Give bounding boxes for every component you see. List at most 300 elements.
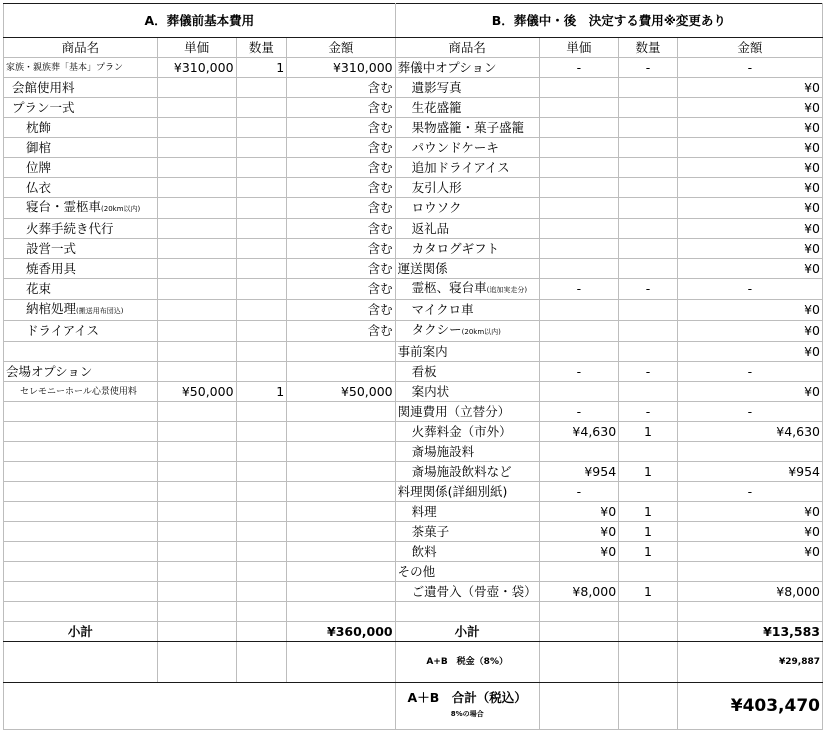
a-empty-amount [287,482,395,502]
a-empty-name [4,562,158,582]
b-item-name: パウンドケーキ [395,138,539,158]
subtotal-row [4,622,823,642]
a-item-qty [236,219,287,239]
a-empty-name [4,502,158,522]
b-item-qty: 1 [619,502,678,522]
b-item-qty: 1 [619,422,678,442]
tax-empty-1 [4,642,158,683]
estimate-table-body [4,4,823,622]
b-item-unit [539,98,619,118]
a-item-name [4,300,158,321]
table-row [4,542,823,562]
table-row [4,382,823,402]
b-item-amount: - [677,279,822,300]
b-item-unit: ¥954 [539,462,619,482]
b-item-name [395,321,539,342]
b-item-amount: ¥0 [677,239,822,259]
b-item-name: マイクロ車 [395,300,539,321]
b-item-name: 友引人形 [395,178,539,198]
a-item-unit [157,259,236,279]
b-item-qty [619,342,678,362]
b-item-name: 返礼品 [395,219,539,239]
a-item-amount: 含む [287,158,395,178]
b-item-name: 茶菓子 [395,522,539,542]
b-item-qty: - [619,279,678,300]
a-empty-name [4,602,158,622]
a-empty-unit [157,542,236,562]
b-item-unit [539,219,619,239]
a-empty-amount [287,462,395,482]
b-item-amount: ¥0 [677,259,822,279]
b-item-qty: 1 [619,582,678,602]
b-item-name [395,279,539,300]
a-item-qty [236,342,287,362]
table-row [4,321,823,342]
a-item-qty [236,259,287,279]
b-item-qty: - [619,58,678,78]
a-item-amount: 含む [287,321,395,342]
a-item-unit [157,98,236,118]
b-item-unit [539,321,619,342]
a-item-amount [287,342,395,362]
a-empty-unit [157,462,236,482]
b-item-name-text: タクシー [411,322,462,337]
b-item-unit [539,300,619,321]
a-item-unit: ¥50,000 [157,382,236,402]
a-empty-unit [157,482,236,502]
a-item-qty: 1 [236,382,287,402]
b-item-qty [619,382,678,402]
b-item-name: ロウソク [395,198,539,219]
a-subtotal-empty-qty [236,622,287,642]
table-row [4,442,823,462]
b-item-amount: ¥0 [677,342,822,362]
b-item-qty [619,158,678,178]
a-item-name: 焼香用具 [4,259,158,279]
a-item-qty [236,118,287,138]
b-item-amount: - [677,362,822,382]
a-item-qty [236,239,287,259]
b-item-unit: ¥0 [539,542,619,562]
a-item-name: ドライアイス [4,321,158,342]
a-empty-unit [157,522,236,542]
b-item-amount: ¥0 [677,78,822,98]
a-empty-amount [287,582,395,602]
a-item-qty [236,178,287,198]
b-item-amount: ¥0 [677,382,822,402]
total-value: ¥403,470 [677,683,822,730]
a-item-unit [157,138,236,158]
b-item-qty: 1 [619,542,678,562]
b-item-qty [619,118,678,138]
a-empty-name [4,402,158,422]
a-item-qty [236,300,287,321]
tax-empty-3 [236,642,287,683]
table-row [4,562,823,582]
b-item-amount: ¥0 [677,138,822,158]
a-item-amount: 含む [287,239,395,259]
b-item-name: 生花盛籠 [395,98,539,118]
a-empty-amount [287,602,395,622]
a-header-qty: 数量 [236,38,287,58]
b-item-unit: ¥4,630 [539,422,619,442]
b-item-unit: - [539,279,619,300]
table-row [4,300,823,321]
b-item-unit [539,382,619,402]
a-item-name: 家族・親族葬「基本」プラン [4,58,158,78]
a-item-name: 御棺 [4,138,158,158]
a-empty-name [4,582,158,602]
a-item-unit [157,78,236,98]
table-row [4,259,823,279]
b-item-name: 運送関係 [395,259,539,279]
table-row [4,58,823,78]
total-sublabel: 8%の場合 [450,710,484,718]
a-empty-unit [157,422,236,442]
a-empty-unit [157,562,236,582]
b-item-qty [619,219,678,239]
b-header-name: 商品名 [395,38,539,58]
a-empty-qty [236,482,287,502]
b-item-amount: ¥4,630 [677,422,822,442]
a-item-unit [157,178,236,198]
a-empty-amount [287,502,395,522]
a-empty-qty [236,522,287,542]
a-item-amount: 含む [287,300,395,321]
b-item-unit [539,78,619,98]
b-item-name: 看板 [395,362,539,382]
a-item-name: 設営一式 [4,239,158,259]
tax-empty-6 [619,642,678,683]
a-empty-qty [236,402,287,422]
b-item-qty [619,482,678,502]
b-item-amount: ¥0 [677,98,822,118]
a-item-name [4,198,158,219]
b-item-unit [539,239,619,259]
total-label: A＋B 合計（税込） [407,690,527,705]
b-item-amount: ¥0 [677,300,822,321]
b-item-amount [677,442,822,462]
a-subtotal-empty-unit [157,622,236,642]
a-item-qty [236,279,287,300]
a-item-qty [236,98,287,118]
a-empty-unit [157,602,236,622]
b-item-qty [619,198,678,219]
b-item-unit [539,342,619,362]
table-row [4,118,823,138]
a-item-name: 花束 [4,279,158,300]
a-item-note: (20km以内) [101,205,141,213]
section-b-title: B．葬儀中・後 決定する費用※変更あり [395,4,822,38]
a-empty-amount [287,422,395,442]
a-empty-amount [287,402,395,422]
a-empty-qty [236,562,287,582]
table-row [4,482,823,502]
table-row [4,422,823,442]
b-item-amount: ¥0 [677,219,822,239]
b-item-amount: - [677,58,822,78]
section-a-title: A．葬儀前基本費用 [4,4,396,38]
a-empty-unit [157,402,236,422]
b-item-qty [619,98,678,118]
table-row [4,462,823,482]
b-item-qty [619,239,678,259]
a-item-name: 枕飾 [4,118,158,138]
a-item-qty [236,158,287,178]
table-row [4,138,823,158]
a-empty-qty [236,542,287,562]
a-header-name: 商品名 [4,38,158,58]
b-item-amount: - [677,402,822,422]
total-empty-left [4,683,396,730]
b-item-unit: ¥0 [539,502,619,522]
a-item-unit [157,362,236,382]
b-header-unit: 単価 [539,38,619,58]
a-empty-amount [287,522,395,542]
b-item-amount: ¥954 [677,462,822,482]
b-item-amount: ¥0 [677,198,822,219]
estimate-table [3,3,823,730]
a-empty-name [4,542,158,562]
b-item-unit: - [539,482,619,502]
b-subtotal-empty-unit [539,622,619,642]
b-item-name: 料理 [395,502,539,522]
b-item-unit [539,138,619,158]
a-item-name-text: 納棺処理 [26,301,77,316]
a-item-amount: 含む [287,219,395,239]
b-item-unit [539,178,619,198]
a-item-amount: 含む [287,279,395,300]
a-item-name: 仏衣 [4,178,158,198]
b-item-name: ご遺骨入（骨壺・袋） [395,582,539,602]
a-empty-qty [236,462,287,482]
b-item-unit [539,562,619,582]
b-item-qty [619,562,678,582]
b-item-qty [619,178,678,198]
b-subtotal-value: ¥13,583 [677,622,822,642]
a-item-name: 火葬手続き代行 [4,219,158,239]
b-item-unit: - [539,402,619,422]
table-row [4,178,823,198]
tax-label: A+B 税金（8%） [395,642,539,683]
a-item-unit [157,219,236,239]
table-row [4,219,823,239]
b-item-name: カタログギフト [395,239,539,259]
a-item-amount: 含む [287,178,395,198]
b-header-amount: 金額 [677,38,822,58]
total-row [4,683,823,730]
b-header-qty: 数量 [619,38,678,58]
b-item-amount: ¥0 [677,522,822,542]
b-item-name: 追加ドライアイス [395,158,539,178]
a-item-name: 位牌 [4,158,158,178]
tax-row [4,642,823,683]
a-empty-qty [236,422,287,442]
table-row [4,98,823,118]
estimate-table-footer [4,622,823,730]
table-row [4,362,823,382]
a-item-amount: 含む [287,78,395,98]
b-item-qty: 1 [619,462,678,482]
a-empty-name [4,462,158,482]
b-item-name: 斎場施設料 [395,442,539,462]
b-item-qty: 1 [619,522,678,542]
a-empty-unit [157,502,236,522]
b-item-name: その他 [395,562,539,582]
a-item-unit [157,321,236,342]
b-item-unit [539,442,619,462]
a-item-qty: 1 [236,58,287,78]
a-item-name-text: 寝台・霊柩車 [26,199,102,214]
a-item-name: プラン一式 [4,98,158,118]
a-item-name [4,342,158,362]
b-item-name: 斎場施設飲料など [395,462,539,482]
b-item-unit [539,118,619,138]
b-item-amount: - [677,482,822,502]
total-empty-5 [539,683,619,730]
tax-empty-4 [287,642,395,683]
b-item-unit [539,198,619,219]
b-item-name: 遺影写真 [395,78,539,98]
b-item-name: 飲料 [395,542,539,562]
a-empty-amount [287,562,395,582]
b-item-qty: - [619,402,678,422]
section-title-row [4,4,823,38]
b-subtotal-label: 小計 [395,622,539,642]
a-item-qty [236,198,287,219]
table-row [4,158,823,178]
b-item-qty [619,78,678,98]
b-item-qty [619,321,678,342]
table-row [4,342,823,362]
table-row [4,522,823,542]
tax-empty-5 [539,642,619,683]
tax-value: ¥29,887 [677,642,822,683]
a-empty-qty [236,502,287,522]
b-item-qty [619,602,678,622]
a-item-unit [157,118,236,138]
a-item-amount: 含む [287,98,395,118]
a-item-qty [236,138,287,158]
b-item-amount: ¥0 [677,178,822,198]
tax-empty-2 [157,642,236,683]
a-item-amount [287,362,395,382]
b-item-qty [619,138,678,158]
a-item-unit [157,279,236,300]
a-item-unit [157,300,236,321]
table-row [4,239,823,259]
b-item-name [395,602,539,622]
table-row [4,402,823,422]
a-item-amount: 含む [287,118,395,138]
a-item-name: セレモニーホール心景使用料 [4,382,158,402]
a-empty-unit [157,582,236,602]
a-item-amount: ¥310,000 [287,58,395,78]
b-item-amount [677,562,822,582]
b-item-name: 事前案内 [395,342,539,362]
b-item-unit [539,158,619,178]
a-item-amount: 含む [287,259,395,279]
table-row [4,279,823,300]
a-empty-name [4,522,158,542]
a-empty-qty [236,442,287,462]
a-item-unit [157,198,236,219]
b-subtotal-empty-qty [619,622,678,642]
b-item-unit: ¥0 [539,522,619,542]
b-item-unit: - [539,362,619,382]
b-item-unit [539,259,619,279]
b-item-unit [539,602,619,622]
b-item-qty [619,259,678,279]
b-item-name: 関連費用（立替分） [395,402,539,422]
b-item-amount: ¥0 [677,118,822,138]
b-item-name: 案内状 [395,382,539,402]
b-item-amount [677,602,822,622]
column-header-row [4,38,823,58]
a-item-unit [157,239,236,259]
a-header-amount: 金額 [287,38,395,58]
b-item-amount: ¥0 [677,158,822,178]
a-item-qty [236,362,287,382]
b-item-note: (追加実走分) [486,286,528,294]
a-empty-name [4,442,158,462]
a-empty-qty [236,602,287,622]
a-item-unit: ¥310,000 [157,58,236,78]
a-item-name: 会場オプション [4,362,158,382]
b-item-name: 果物盛籠・菓子盛籠 [395,118,539,138]
b-item-name-text: 霊柩、寝台車 [411,280,487,295]
a-subtotal-label: 小計 [4,622,158,642]
a-item-amount: 含む [287,198,395,219]
b-item-qty [619,300,678,321]
a-item-unit [157,158,236,178]
b-item-unit: ¥8,000 [539,582,619,602]
b-item-note: (20km以内) [461,328,501,336]
total-label-cell [395,683,539,730]
a-empty-amount [287,542,395,562]
table-row [4,602,823,622]
table-row [4,502,823,522]
a-subtotal-value: ¥360,000 [287,622,395,642]
b-item-name: 葬儀中オプション [395,58,539,78]
table-row [4,582,823,602]
b-item-amount: ¥8,000 [677,582,822,602]
a-item-amount: 含む [287,138,395,158]
a-empty-name [4,482,158,502]
a-empty-name [4,422,158,442]
total-empty-6 [619,683,678,730]
b-item-unit: - [539,58,619,78]
a-empty-qty [236,582,287,602]
a-item-qty [236,321,287,342]
a-header-unit: 単価 [157,38,236,58]
b-item-name: 火葬料金（市外） [395,422,539,442]
a-item-unit [157,342,236,362]
a-item-qty [236,78,287,98]
b-item-name: 料理関係(詳細別紙) [395,482,539,502]
a-item-amount: ¥50,000 [287,382,395,402]
b-item-amount: ¥0 [677,502,822,522]
b-item-amount: ¥0 [677,542,822,562]
table-row [4,78,823,98]
b-item-qty [619,442,678,462]
a-empty-amount [287,442,395,462]
b-item-amount: ¥0 [677,321,822,342]
a-item-name: 会館使用料 [4,78,158,98]
a-empty-unit [157,442,236,462]
a-item-note: (搬送用布団込) [76,307,124,315]
b-item-qty: - [619,362,678,382]
